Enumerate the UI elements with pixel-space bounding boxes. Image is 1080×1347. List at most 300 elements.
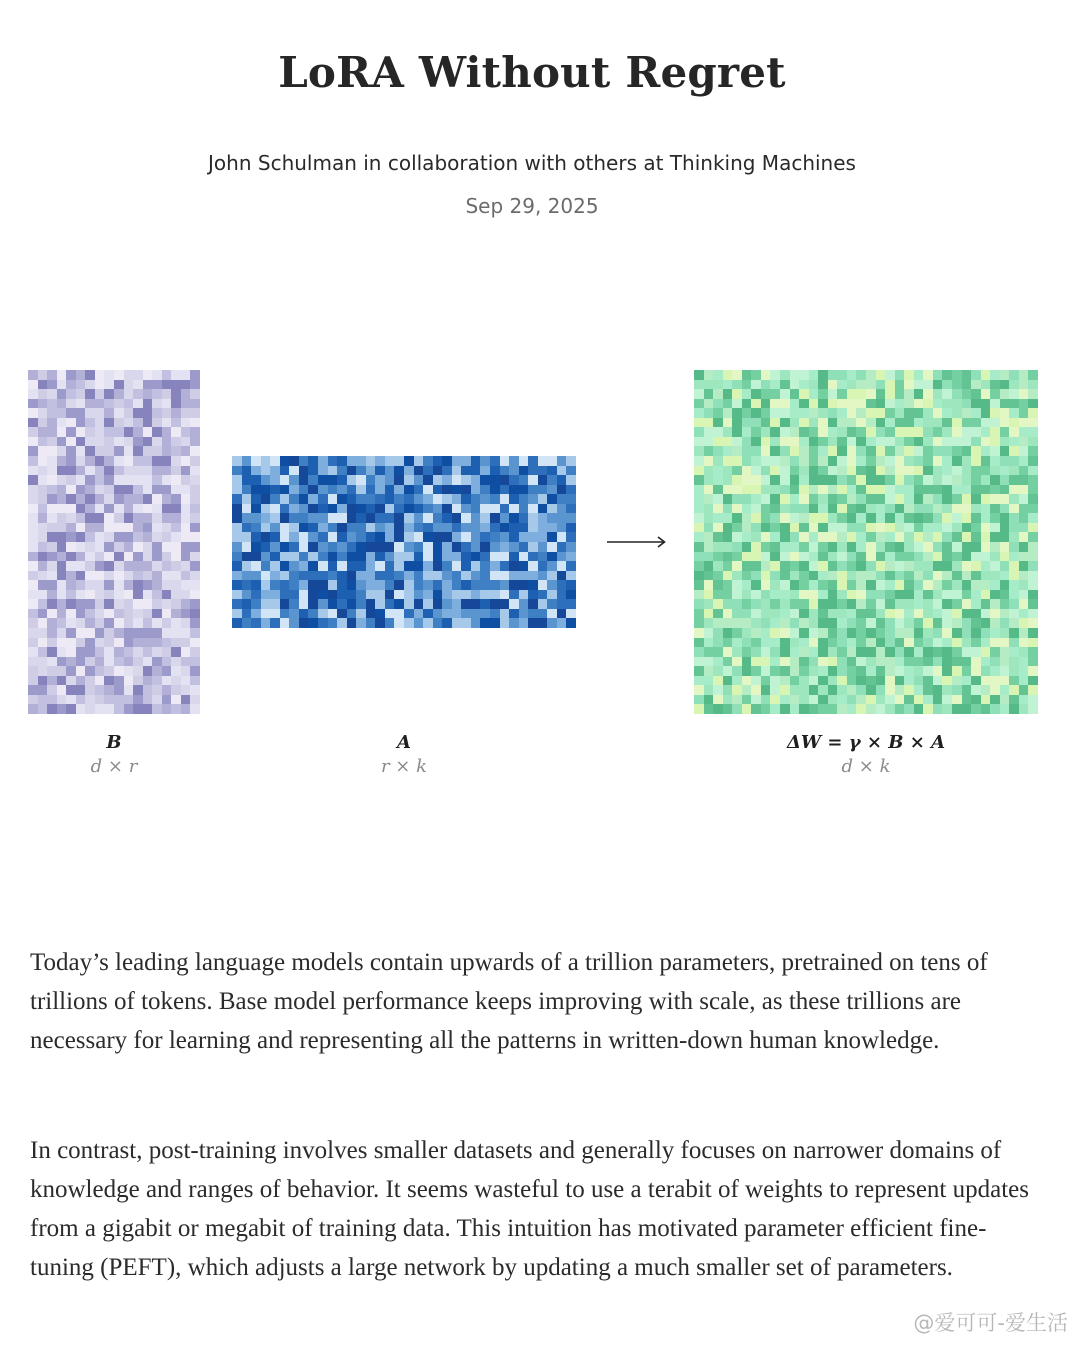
matrix-cell (289, 456, 299, 466)
matrix-cell (414, 475, 424, 485)
matrix-cell (751, 532, 761, 542)
matrix-cell (837, 513, 847, 523)
matrix-cell (799, 437, 809, 447)
matrix-cell (452, 599, 462, 609)
matrix-cell (847, 552, 857, 562)
matrix-cell (942, 494, 952, 504)
matrix-cell (366, 618, 376, 628)
matrix-cell (790, 427, 800, 437)
matrix-cell (251, 513, 261, 523)
matrix-cell (818, 370, 828, 380)
matrix-cell (171, 380, 181, 390)
matrix-cell (981, 466, 991, 476)
matrix-cell (280, 504, 290, 514)
matrix-cell (885, 389, 895, 399)
matrix-cell (47, 685, 57, 695)
matrix-cell (990, 647, 1000, 657)
matrix-cell (318, 475, 328, 485)
matrix-cell (375, 504, 385, 514)
matrix-cell (171, 408, 181, 418)
matrix-cell (1028, 466, 1038, 476)
matrix-cell (95, 638, 105, 648)
matrix-cell (876, 628, 886, 638)
matrix-cell (566, 504, 576, 514)
matrix-cell (57, 618, 67, 628)
matrix-cell (442, 532, 452, 542)
matrix-cell (414, 532, 424, 542)
matrix-cell (713, 408, 723, 418)
matrix-cell (809, 494, 819, 504)
matrix-cell (704, 676, 714, 686)
matrix-cell (704, 389, 714, 399)
matrix-cell (47, 571, 57, 581)
matrix-cell (952, 609, 962, 619)
matrix-cell (152, 523, 162, 533)
matrix-cell (366, 523, 376, 533)
matrix-cell (509, 571, 519, 581)
matrix-cell (761, 523, 771, 533)
matrix-cell (923, 427, 933, 437)
matrix-cell (790, 418, 800, 428)
matrix-cell (442, 571, 452, 581)
matrix-cell (885, 571, 895, 581)
matrix-cell (181, 408, 191, 418)
matrix-cell (895, 380, 905, 390)
matrix-cell (990, 380, 1000, 390)
matrix-cell (124, 494, 134, 504)
matrix-cell (761, 370, 771, 380)
matrix-cell (152, 437, 162, 447)
matrix-cell (723, 542, 733, 552)
matrix-cell (847, 638, 857, 648)
matrix-cell (538, 485, 548, 495)
matrix-cell (337, 561, 347, 571)
matrix-cell (538, 561, 548, 571)
matrix-cell (952, 446, 962, 456)
matrix-cell (490, 580, 500, 590)
matrix-cell (694, 590, 704, 600)
matrix-cell (104, 456, 114, 466)
matrix-cell (133, 638, 143, 648)
matrix-cell (990, 618, 1000, 628)
matrix-cell (876, 561, 886, 571)
matrix-cell (509, 494, 519, 504)
matrix-cell (694, 666, 704, 676)
matrix-cell (104, 418, 114, 428)
matrix-cell (104, 571, 114, 581)
matrix-cell (509, 466, 519, 476)
matrix-cell (885, 523, 895, 533)
matrix-cell (942, 676, 952, 686)
matrix-cell (104, 513, 114, 523)
matrix-cell (162, 513, 172, 523)
matrix-cell (57, 590, 67, 600)
matrix-cell (152, 456, 162, 466)
matrix-cell (942, 389, 952, 399)
matrix-cell (704, 446, 714, 456)
matrix-cell (66, 704, 76, 714)
matrix-cell (66, 437, 76, 447)
matrix-cell (761, 647, 771, 657)
matrix-cell (732, 685, 742, 695)
matrix-cell (433, 571, 443, 581)
matrix-cell (761, 446, 771, 456)
matrix-cell (38, 685, 48, 695)
matrix-cell (1028, 475, 1038, 485)
matrix-cell (742, 676, 752, 686)
matrix-cell (528, 618, 538, 628)
matrix-cell (1000, 552, 1010, 562)
matrix-cell (1019, 380, 1029, 390)
matrix-cell (790, 628, 800, 638)
matrix-cell (423, 599, 433, 609)
matrix-cell (723, 676, 733, 686)
matrix-cell (76, 542, 86, 552)
matrix-cell (770, 647, 780, 657)
matrix-cell (190, 466, 200, 476)
matrix-cell (942, 685, 952, 695)
matrix-cell (770, 408, 780, 418)
matrix-cell (723, 666, 733, 676)
matrix-cell (289, 561, 299, 571)
matrix-cell (952, 523, 962, 533)
matrix-cell (704, 695, 714, 705)
matrix-cell (190, 571, 200, 581)
matrix-cell (837, 532, 847, 542)
matrix-cell (971, 599, 981, 609)
matrix-cell (866, 456, 876, 466)
matrix-cell (704, 666, 714, 676)
matrix-cell (761, 657, 771, 667)
matrix-cell (133, 504, 143, 514)
matrix-cell (761, 580, 771, 590)
matrix-cell (347, 494, 357, 504)
matrix-cell (876, 446, 886, 456)
matrix-cell (519, 571, 529, 581)
matrix-cell (124, 628, 134, 638)
matrix-cell (1028, 408, 1038, 418)
matrix-cell (876, 418, 886, 428)
matrix-cell (809, 466, 819, 476)
matrix-cell (423, 532, 433, 542)
matrix-cell (318, 485, 328, 495)
matrix-cell (509, 580, 519, 590)
matrix-cell (85, 446, 95, 456)
matrix-cell (780, 590, 790, 600)
matrix-cell (104, 590, 114, 600)
matrix-cell (904, 437, 914, 447)
matrix-cell (28, 685, 38, 695)
matrix-cell (242, 571, 252, 581)
matrix-cell (190, 437, 200, 447)
matrix-cell (171, 609, 181, 619)
matrix-cell (385, 590, 395, 600)
matrix-cell (375, 475, 385, 485)
matrix-cell (971, 380, 981, 390)
matrix-cell (1009, 628, 1019, 638)
matrix-cell (914, 399, 924, 409)
matrix-cell (914, 475, 924, 485)
matrix-cell (261, 609, 271, 619)
matrix-cell (104, 380, 114, 390)
matrix-cell (471, 475, 481, 485)
matrix-cell (780, 380, 790, 390)
matrix-cell (423, 542, 433, 552)
matrix-cell (47, 676, 57, 686)
matrix-cell (761, 513, 771, 523)
matrix-cell (76, 466, 86, 476)
matrix-cell (566, 618, 576, 628)
matrix-cell (289, 532, 299, 542)
matrix-cell (152, 638, 162, 648)
matrix-cell (809, 571, 819, 581)
matrix-cell (181, 456, 191, 466)
matrix-cell (190, 561, 200, 571)
matrix-cell (171, 485, 181, 495)
matrix-cell (895, 666, 905, 676)
matrix-cell (895, 599, 905, 609)
matrix-cell (337, 532, 347, 542)
matrix-cell (990, 609, 1000, 619)
matrix-cell (280, 561, 290, 571)
matrix-cell (308, 552, 318, 562)
matrix-cell (933, 532, 943, 542)
matrix-cell (942, 552, 952, 562)
matrix-cell (85, 456, 95, 466)
matrix-cell (856, 504, 866, 514)
matrix-cell (181, 446, 191, 456)
matrix-cell (190, 494, 200, 504)
matrix-cell (914, 485, 924, 495)
matrix-cell (104, 685, 114, 695)
matrix-cell (780, 704, 790, 714)
matrix-cell (694, 494, 704, 504)
matrix-cell (328, 532, 338, 542)
matrix-cell (57, 704, 67, 714)
matrix-cell (114, 437, 124, 447)
matrix-cell (538, 590, 548, 600)
matrix-cell (790, 523, 800, 533)
matrix-cell (190, 513, 200, 523)
matrix-cell (538, 475, 548, 485)
matrix-cell (933, 494, 943, 504)
matrix-cell (299, 542, 309, 552)
matrix-cell (780, 389, 790, 399)
matrix-cell (837, 380, 847, 390)
matrix-a-caption (232, 731, 576, 779)
matrix-cell (85, 504, 95, 514)
matrix-cell (328, 513, 338, 523)
matrix-cell (981, 456, 991, 466)
matrix-cell (28, 389, 38, 399)
matrix-cell (799, 418, 809, 428)
matrix-cell (971, 609, 981, 619)
matrix-cell (509, 504, 519, 514)
matrix-cell (981, 580, 991, 590)
matrix-cell (990, 418, 1000, 428)
matrix-cell (95, 628, 105, 638)
matrix-cell (962, 485, 972, 495)
matrix-cell (799, 513, 809, 523)
matrix-cell (528, 494, 538, 504)
matrix-cell (85, 571, 95, 581)
matrix-cell (713, 513, 723, 523)
matrix-cell (433, 599, 443, 609)
matrix-cell (923, 618, 933, 628)
matrix-cell (818, 446, 828, 456)
matrix-cell (95, 504, 105, 514)
matrix-cell (114, 618, 124, 628)
matrix-cell (152, 389, 162, 399)
matrix-cell (818, 657, 828, 667)
matrix-cell (143, 666, 153, 676)
matrix-cell (76, 523, 86, 533)
matrix-cell (547, 532, 557, 542)
matrix-cell (95, 399, 105, 409)
matrix-cell (885, 609, 895, 619)
matrix-cell (190, 456, 200, 466)
matrix-cell (566, 552, 576, 562)
matrix-cell (942, 657, 952, 667)
matrix-cell (914, 532, 924, 542)
matrix-cell (1009, 475, 1019, 485)
body-paragraph: Today’s leading language models contain upwards of a trillion parameters, pretrained on tens of trillions of tokens. Base model performance keeps improving with scale, as these trillions are necessary for learning and representing all the patterns in written-down human knowledge. (30, 949, 988, 1054)
matrix-cell (761, 695, 771, 705)
matrix-cell (124, 676, 134, 686)
matrix-cell (57, 446, 67, 456)
matrix-cell (799, 475, 809, 485)
matrix-cell (761, 571, 771, 581)
matrix-cell (152, 676, 162, 686)
matrix-cell (895, 399, 905, 409)
matrix-cell (404, 523, 414, 533)
matrix-cell (990, 523, 1000, 533)
matrix-cell (519, 532, 529, 542)
matrix-cell (394, 552, 404, 562)
matrix-cell (375, 542, 385, 552)
matrix-cell (704, 542, 714, 552)
matrix-cell (770, 685, 780, 695)
matrix-cell (347, 532, 357, 542)
matrix-cell (181, 389, 191, 399)
matrix-cell (76, 599, 86, 609)
matrix-cell (962, 399, 972, 409)
matrix-cell (952, 590, 962, 600)
matrix-cell (28, 628, 38, 638)
matrix-cell (837, 571, 847, 581)
matrix-cell (162, 523, 172, 533)
matrix-cell (162, 647, 172, 657)
matrix-cell (704, 628, 714, 638)
matrix-cell (181, 494, 191, 504)
matrix-cell (38, 485, 48, 495)
matrix-cell (337, 513, 347, 523)
matrix-cell (38, 466, 48, 476)
matrix-cell (289, 542, 299, 552)
matrix-cell (942, 380, 952, 390)
matrix-cell (47, 418, 57, 428)
matrix-cell (952, 704, 962, 714)
matrix-cell (770, 523, 780, 533)
matrix-cell (480, 571, 490, 581)
matrix-cell (923, 561, 933, 571)
matrix-cell (143, 399, 153, 409)
matrix-cell (761, 666, 771, 676)
matrix-cell (124, 437, 134, 447)
matrix-cell (809, 475, 819, 485)
matrix-cell (28, 532, 38, 542)
matrix-cell (704, 370, 714, 380)
matrix-cell (66, 523, 76, 533)
matrix-cell (299, 590, 309, 600)
matrix-cell (990, 571, 1000, 581)
matrix-cell (66, 657, 76, 667)
matrix-cell (923, 399, 933, 409)
matrix-cell (114, 657, 124, 667)
matrix-cell (162, 389, 172, 399)
matrix-cell (251, 523, 261, 533)
matrix-cell (433, 609, 443, 619)
matrix-cell (723, 552, 733, 562)
matrix-cell (751, 437, 761, 447)
matrix-delta-w-dims: d × k (841, 756, 891, 777)
matrix-cell (528, 571, 538, 581)
matrix-cell (751, 647, 761, 657)
matrix-cell (828, 408, 838, 418)
matrix-cell (694, 657, 704, 667)
matrix-cell (442, 466, 452, 476)
matrix-cell (1028, 370, 1038, 380)
matrix-cell (818, 389, 828, 399)
matrix-cell (143, 532, 153, 542)
matrix-cell (509, 485, 519, 495)
matrix-cell (261, 466, 271, 476)
matrix-cell (904, 456, 914, 466)
matrix-cell (704, 504, 714, 514)
matrix-cell (952, 599, 962, 609)
matrix-cell (171, 580, 181, 590)
matrix-cell (713, 638, 723, 648)
matrix-cell (124, 399, 134, 409)
matrix-cell (308, 542, 318, 552)
matrix-cell (181, 523, 191, 533)
matrix-cell (866, 561, 876, 571)
matrix-cell (480, 466, 490, 476)
matrix-cell (770, 380, 780, 390)
matrix-cell (171, 552, 181, 562)
matrix-cell (1009, 676, 1019, 686)
matrix-cell (171, 685, 181, 695)
matrix-cell (490, 532, 500, 542)
matrix-cell (818, 408, 828, 418)
matrix-cell (394, 513, 404, 523)
matrix-cell (1019, 657, 1029, 667)
matrix-cell (261, 513, 271, 523)
matrix-cell (143, 704, 153, 714)
matrix-cell (837, 580, 847, 590)
matrix-cell (38, 704, 48, 714)
matrix-cell (423, 552, 433, 562)
matrix-cell (442, 618, 452, 628)
matrix-cell (38, 571, 48, 581)
matrix-cell (1019, 666, 1029, 676)
matrix-cell (76, 494, 86, 504)
matrix-cell (124, 571, 134, 581)
matrix-cell (28, 676, 38, 686)
matrix-cell (143, 389, 153, 399)
matrix-cell (133, 704, 143, 714)
matrix-cell (114, 666, 124, 676)
